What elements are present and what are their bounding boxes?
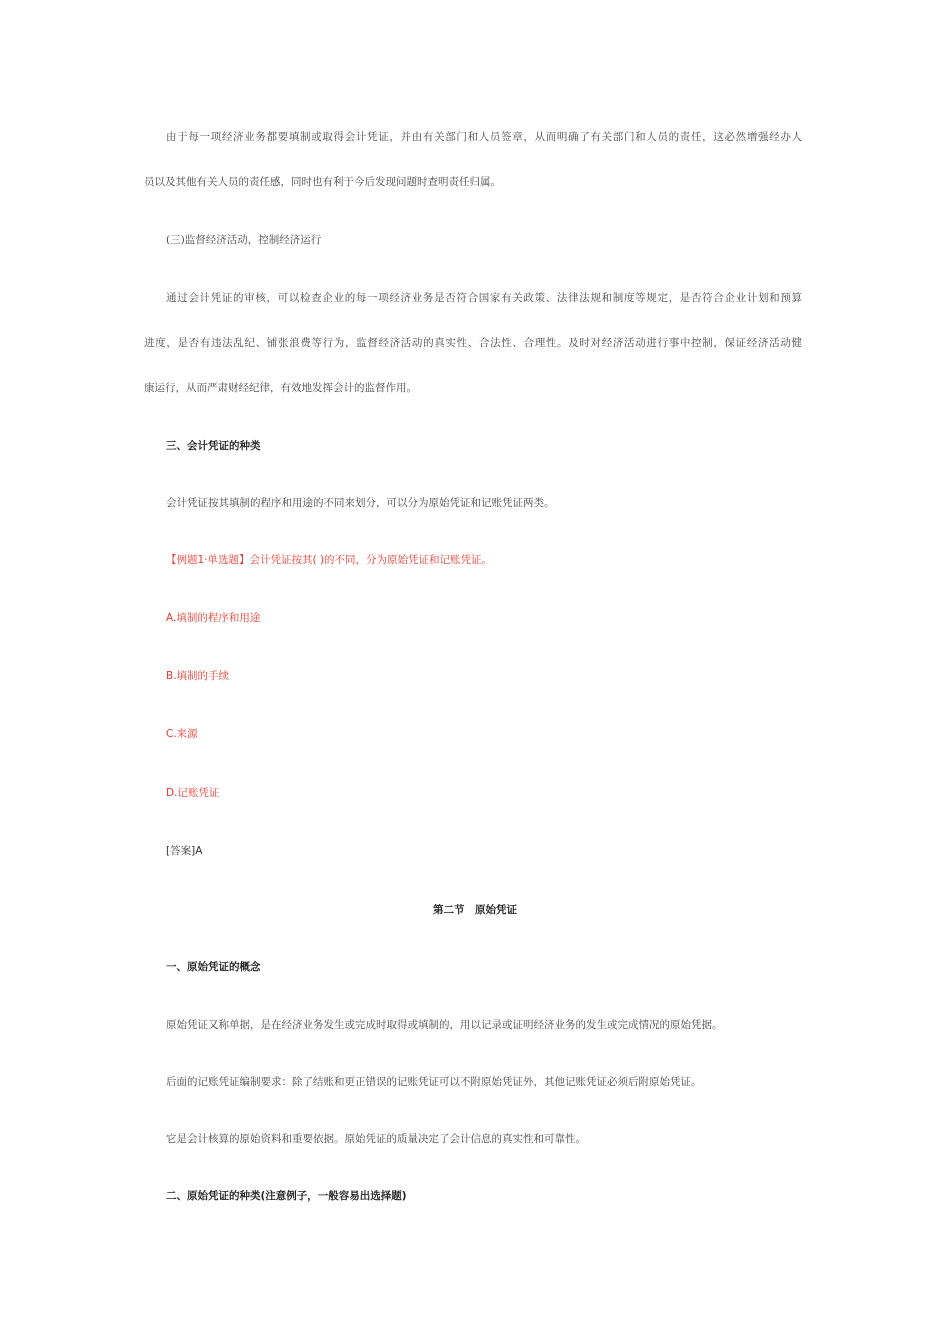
paragraph-1-line-1: 由于每一项经济业务都要填制或取得会计凭证，并由有关部门和人员签章，从而明确了有关部门和人员的责任，这必然增强经办人 xyxy=(166,131,802,143)
section-2-heading: 二、原始凭证的种类(注意例子，一般容易出选择题) xyxy=(166,1190,407,1202)
paragraph-2-line-3: 康运行，从而严肃财经纪律，有效地发挥会计的监督作用。 xyxy=(144,382,417,394)
subheading-supervise: (三)监督经济活动，控制经济运行 xyxy=(166,234,322,246)
paragraph-2-line-2: 进度，是否有违法乱纪、铺张浪费等行为，监督经济活动的真实性、合法性、合理性。及时对经济活动进行事中控制，保证经济活动健 xyxy=(144,337,802,349)
section-1-line-2: 后面的记账凭证编制要求：除了结账和更正错误的记账凭证可以不附原始凭证外，其他记账凭证必须后附原始凭证。 xyxy=(166,1076,702,1088)
example-question: 【例题1·单选题】会计凭证按其( )的不同，分为原始凭证和记账凭证。 xyxy=(166,554,493,566)
section-1-line-3: 它是会计核算的原始资料和重要依据。原始凭证的质量决定了会计信息的真实性和可靠性。 xyxy=(166,1133,586,1145)
option-b: B.填制的手续 xyxy=(166,670,230,682)
chapter-title: 第二节 原始凭证 xyxy=(433,904,517,916)
section-1-line-1: 原始凭证又称单据，是在经济业务发生或完成时取得或填制的，用以记录或证明经济业务的发生或完成情况的原始凭据。 xyxy=(166,1019,723,1031)
option-a: A.填制的程序和用途 xyxy=(166,612,261,624)
section-3-heading: 三、会计凭证的种类 xyxy=(166,440,261,452)
option-c: C.来源 xyxy=(166,728,198,740)
section-3-text: 会计凭证按其填制的程序和用途的不同来划分，可以分为原始凭证和记账凭证两类。 xyxy=(166,497,555,509)
section-1-heading: 一、原始凭证的概念 xyxy=(166,961,261,973)
option-d: D.记账凭证 xyxy=(166,787,220,799)
example-answer: [答案]A xyxy=(166,845,203,857)
paragraph-1-line-2: 员以及其他有关人员的责任感，同时也有利于今后发现问题时查明责任归属。 xyxy=(144,176,501,188)
paragraph-2-line-1: 通过会计凭证的审核，可以检查企业的每一项经济业务是否符合国家有关政策、法律法规和制度等规定，是否符合企业计划和预算 xyxy=(166,292,802,304)
